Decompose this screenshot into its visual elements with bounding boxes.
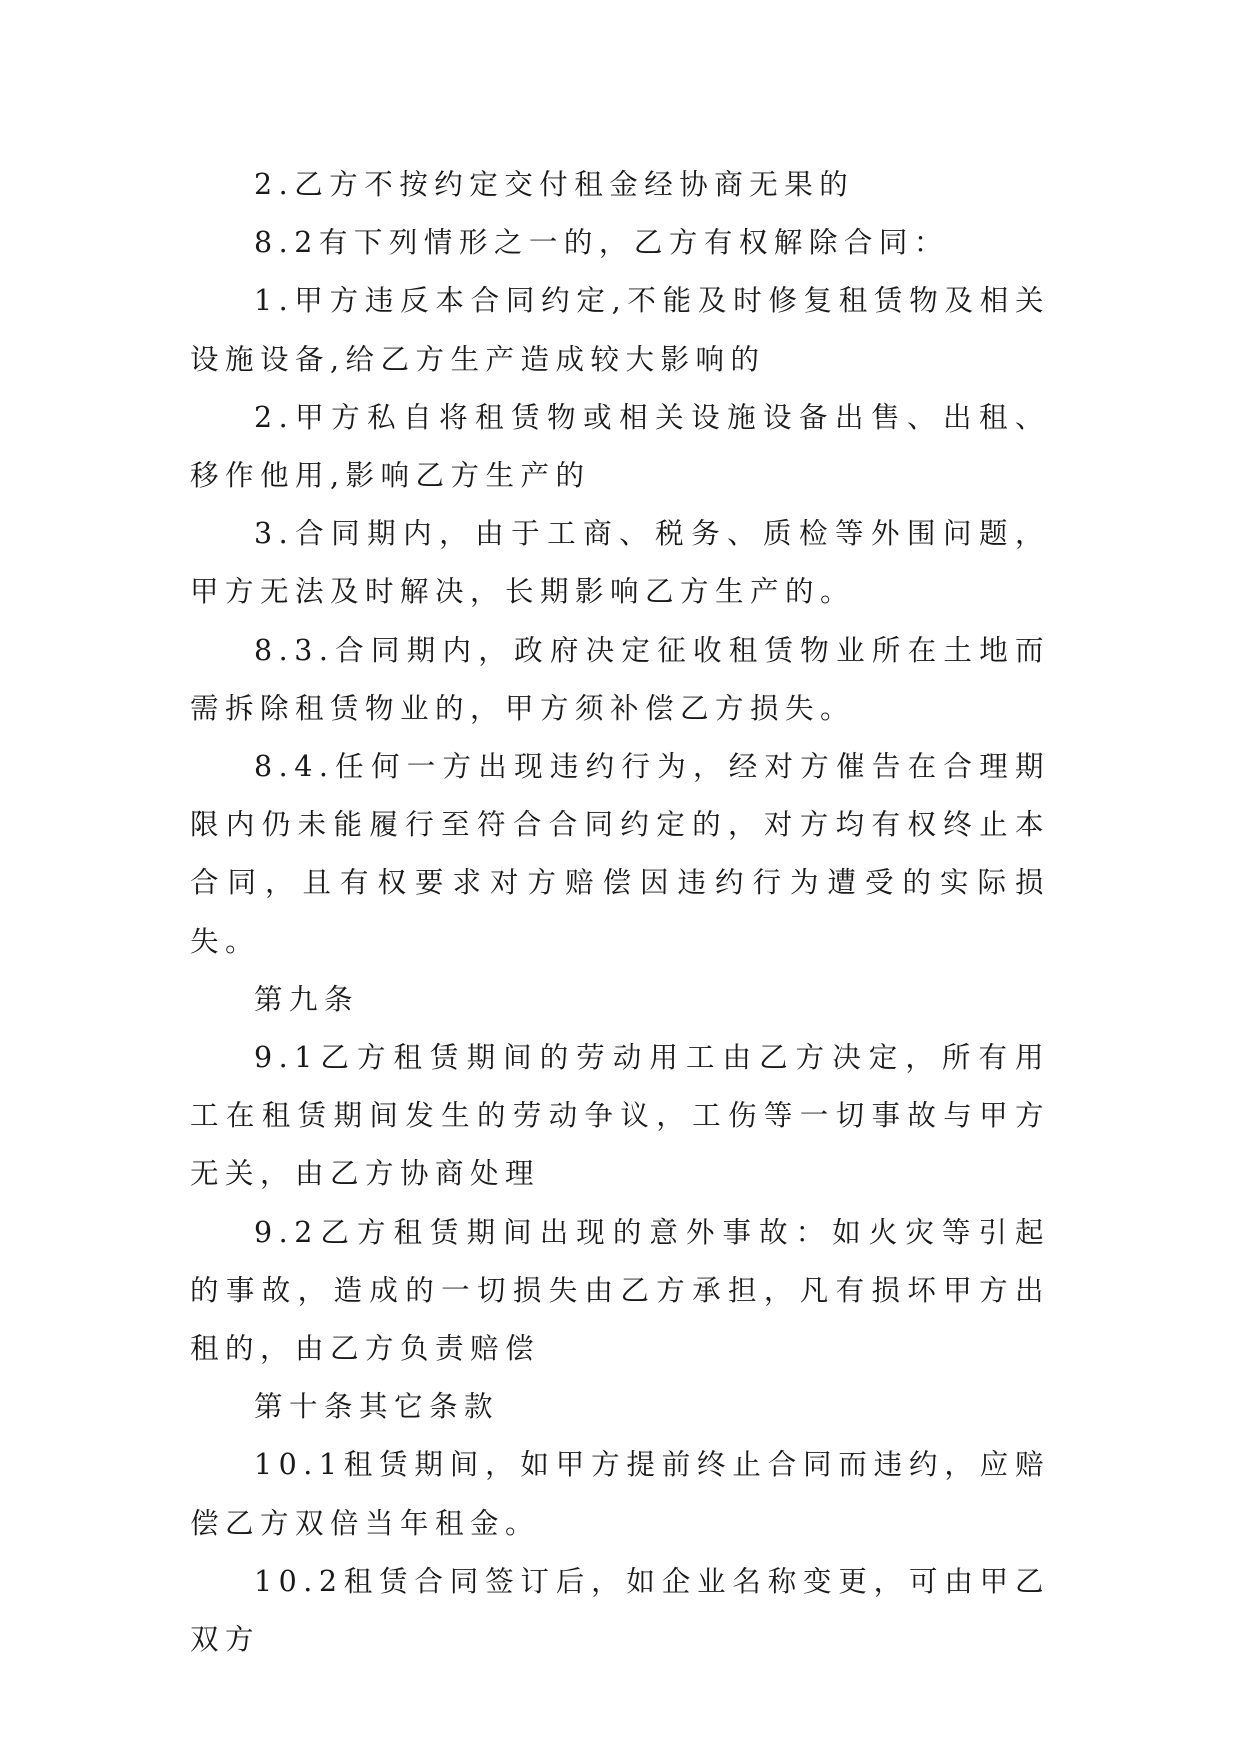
paragraph-clause-8-4: 8.4.任何一方出现违约行为，经对方催告在合理期限内仍未能履行至符合合同约定的，对方均有权终止本合同，且有权要求对方赔偿因违约行为遭受的实际损失。 xyxy=(190,750,1050,958)
paragraph-clause-8-2-2: 2.甲方私自将租赁物或相关设施设备出售、出租、移作他用,影响乙方生产的 xyxy=(190,400,1050,493)
paragraph-clause-8-3: 8.3.合同期内，政府决定征收租赁物业所在土地而需拆除租赁物业的，甲方须补偿乙方损失。 xyxy=(190,633,1050,725)
paragraph-clause-10-1: 10.1租赁期间，如甲方提前终止合同而违约，应赔偿乙方双倍当年租金。 xyxy=(190,1448,1050,1540)
section-heading-article-9: 第九条 xyxy=(254,982,360,1016)
paragraph-clause-2-rent: 2.乙方不按约定交付租金经协商无果的 xyxy=(254,168,855,201)
document-body xyxy=(190,156,1050,1669)
paragraph-clause-9-2: 9.2乙方租赁期间出现的意外事故：如火灾等引起的事故，造成的一切损失由乙方承担，凡有损坏甲方出租的，由乙方负责赔偿 xyxy=(190,1215,1050,1366)
section-heading-article-10: 第十条其它条款 xyxy=(254,1390,500,1424)
paragraph-clause-9-1: 9.1乙方租赁期间的劳动用工由乙方决定，所有用工在租赁期间发生的劳动争议，工伤等一切事故与甲方无关，由乙方协商处理 xyxy=(190,1041,1050,1191)
paragraph-clause-10-2: 10.2租赁合同签订后，如企业名称变更，可由甲乙双方 xyxy=(190,1564,1050,1657)
paragraph-clause-8-2: 8.2有下列情形之一的，乙方有权解除合同： xyxy=(254,226,949,260)
paragraph-clause-8-2-1: 1.甲方违反本合同约定,不能及时修复租赁物及相关设施设备,给乙方生产造成较大影响的 xyxy=(190,284,1050,376)
paragraph-clause-8-2-3: 3.合同期内，由于工商、税务、质检等外围问题，甲方无法及时解决，长期影响乙方生产的。 xyxy=(190,517,1050,609)
